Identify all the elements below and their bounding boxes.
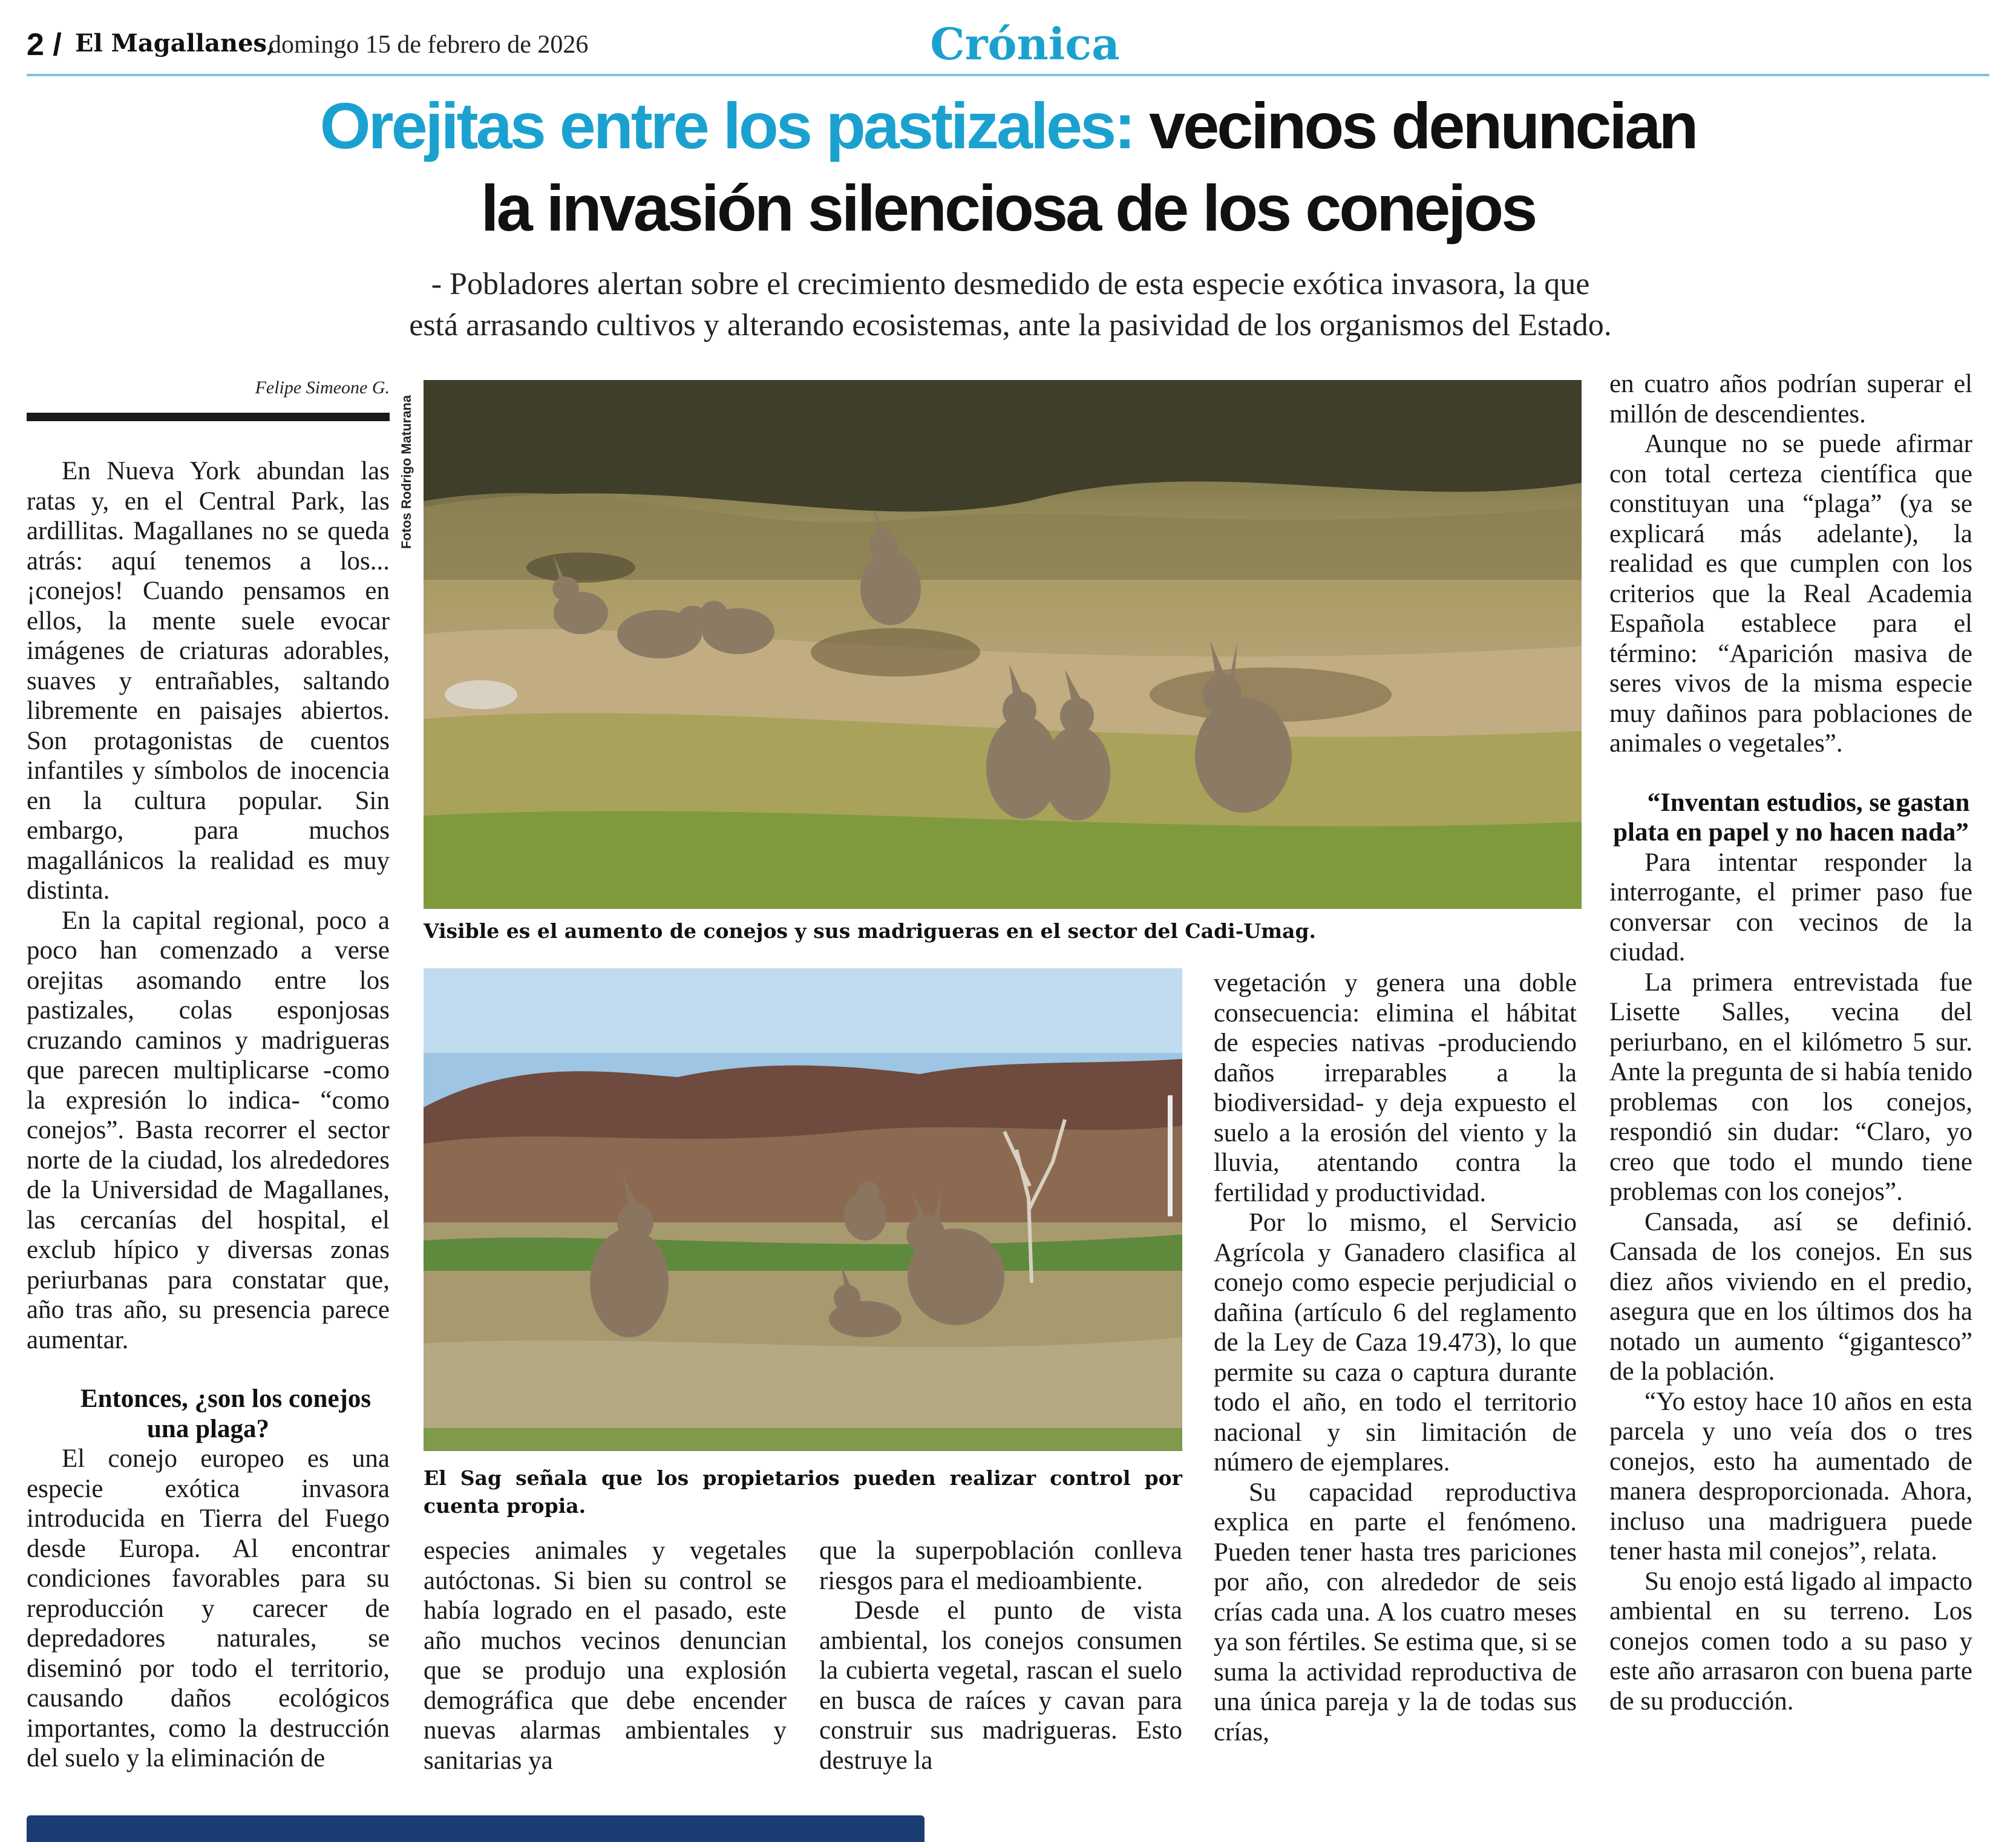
paragraph: Por lo mismo, el Servicio Agrícola y Ganadero clasifica al conejo como especie perjudicial o dañina (artículo 6 del reglamento de la Ley de Caza 19.473), lo que permite su caza o captura durante todo el año, en todo el territorio nacional y sin limitación de número de ejemplares. xyxy=(1214,1208,1577,1477)
publication-date: domingo 15 de febrero de 2026 xyxy=(269,31,589,59)
masthead xyxy=(27,18,1989,70)
paragraph: que la superpoblación conlleva riesgos para el medioambiente. xyxy=(819,1536,1182,1595)
bottom-photo-illustration xyxy=(424,968,1182,1451)
paragraph: Para intentar responder la interrogante, el primer paso fue conversar con vecinos de la ciudad. xyxy=(1609,848,1972,966)
article-column-2 xyxy=(424,1536,787,1775)
byline-rule xyxy=(27,413,390,421)
deck-subtitle xyxy=(230,264,1791,346)
paragraph: Su enojo está ligado al impacto ambiental en su terreno. Los conejos comen todo a su paso y este año arrasaron con buena parte de su producción. xyxy=(1609,1567,1972,1716)
paragraph: En Nueva York abundan las ratas y, en el Central Park, las ardillitas. Magallanes no se queda atrás: aquí tenemos a los... ¡conejos! Cuando pensamos en ellos, la mente suele evocar imágenes de criaturas adorables, suaves y entrañables, saltando libremente en paisajes abiertos. Son protagonistas de cuentos infantiles y símbolos de inocencia en la cultura popular. Sin embargo, para muchos magallánicos la realidad es muy distinta. xyxy=(27,457,390,905)
article-column-3 xyxy=(819,1536,1182,1775)
paragraph: Cansada, así se definió. Cansada de los conejos. En sus diez años viviendo en el predio, asegura que en los últimos dos ha notado un aumento “gigantesco” de la población. xyxy=(1609,1207,1972,1386)
article-column-4 xyxy=(1214,968,1577,1747)
deck-line-1: - Pobladores alertan sobre el crecimiento desmedido de esta especie exótica invasora, la que xyxy=(431,267,1590,301)
paragraph: La primera entrevistada fue Lisette Salles, vecina del periurbano, en el kilómetro 5 sur. Ante la pregunta de si había tenido problemas con los conejos, respondió sin dudar: “Claro, yo creo que todo el mundo tiene problemas con los conejos”. xyxy=(1609,968,1972,1206)
bottom-photo-caption: El Sag señala que los propietarios pueden realizar control por cuenta propia. xyxy=(424,1466,1182,1518)
publication-name: El Magallanes, xyxy=(75,29,275,57)
article-column-1 xyxy=(27,456,390,1774)
paragraph: Su capacidad reproductiva explica en parte el fenómeno. Pueden tener hasta tres pariciones por año, con alrededor de seis crías cada una. A los cuatro meses ya son fértiles. Se estima que, si se suma la actividad reproductiva de una única pareja y la de todas sus crías, xyxy=(1214,1478,1577,1746)
article-column-5 xyxy=(1609,369,1972,1716)
subheading-plaga: Entonces, ¿son los conejos una plaga? xyxy=(80,1385,371,1443)
page-number: 2 / xyxy=(27,27,62,62)
byline: Felipe Simeone G. xyxy=(255,378,390,398)
paragraph: vegetación y genera una doble consecuencia: elimina el hábitat de especies nativas -produciendo daños irreparables a la biodiversidad- y deja expuesto el suelo a la erosión del viento y la lluvia, atentando contra la fertilidad y productividad. xyxy=(1214,969,1577,1207)
headline xyxy=(121,85,1895,249)
paragraph: “Yo estoy hace 10 años en esta parcela y uno veía dos o tres conejos, esto ha aumentado de manera desproporcionada. Ahora, incluso una madriguera puede tener hasta mil conejos”, relata. xyxy=(1609,1387,1972,1565)
headline-accent: Orejitas entre los pastizales: xyxy=(319,89,1134,162)
subheading-estudios: “Inventan estudios, se gastan plata en papel y no hacen nada” xyxy=(1613,788,1970,847)
bottom-photo-rabbits-meadow xyxy=(424,968,1182,1451)
section-name: Crónica xyxy=(930,18,1120,70)
photo-credit-text: Fotos Rodrigo Maturana xyxy=(399,395,414,549)
paragraph: Aunque no se puede afirmar con total certeza científica que constituyan una “plaga” (ya se explicará más adelante), la realidad es que cumplen con los criterios que la Real Academia Española establece para el término: “Aparición masiva de seres vivos de la misma especie muy dañinos para poblaciones de animales o vegetales”. xyxy=(1609,430,1972,758)
headline-line1-rest: vecinos denuncian xyxy=(1149,89,1697,162)
paragraph: en cuatro años podrían superar el millón de descendientes. xyxy=(1609,370,1972,428)
paragraph: especies animales y vegetales autóctonas. Si bien su control se había logrado en el pasado, este año muchos vecinos denuncian que se produjo una explosión demográfica que debe encender nuevas alarmas ambientales y sanitarias ya xyxy=(424,1536,787,1775)
paragraph: Desde el punto de vista ambiental, los conejos consumen la cubierta vegetal, rascan el suelo en busca de raíces y cavan para construir sus madrigueras. Esto destruye la xyxy=(819,1596,1182,1775)
paragraph: En la capital regional, poco a poco han comenzado a verse orejitas asomando entre los pastizales, colas esponjosas cruzando caminos y madrigueras que parecen multiplicarse -como la expresión lo indica- “como conejos”. Basta recorrer el sector norte de la ciudad, los alrededores de la Universidad de Magallanes, las cercanías del hospital, el exclub hípico y diversas zonas periurbanas para constatar que, año tras año, su presencia parece aumentar. xyxy=(27,906,390,1354)
top-photo-illustration xyxy=(424,380,1582,909)
photo-credit xyxy=(394,381,419,563)
masthead-rule xyxy=(27,74,1989,76)
advertisement-strip xyxy=(27,1815,925,1842)
top-photo-caption: Visible es el aumento de conejos y sus madrigueras en el sector del Cadi-Umag. xyxy=(424,919,1317,943)
paragraph: El conejo europeo es una especie exótica invasora introducida en Tierra del Fuego desde Europa. Al encontrar condiciones favorables para su reproducción y carecer de depredadores naturales, se diseminó por todo el territorio, causando daños ecológicos importantes, como la destrucción del suelo y la eliminación de xyxy=(27,1444,390,1772)
top-photo-rabbits-field xyxy=(424,380,1582,909)
headline-line2: la invasión silenciosa de los conejos xyxy=(480,171,1536,244)
deck-line-2: está arrasando cultivos y alterando ecosistemas, ante la pasividad de los organismos del Estado. xyxy=(409,308,1612,343)
